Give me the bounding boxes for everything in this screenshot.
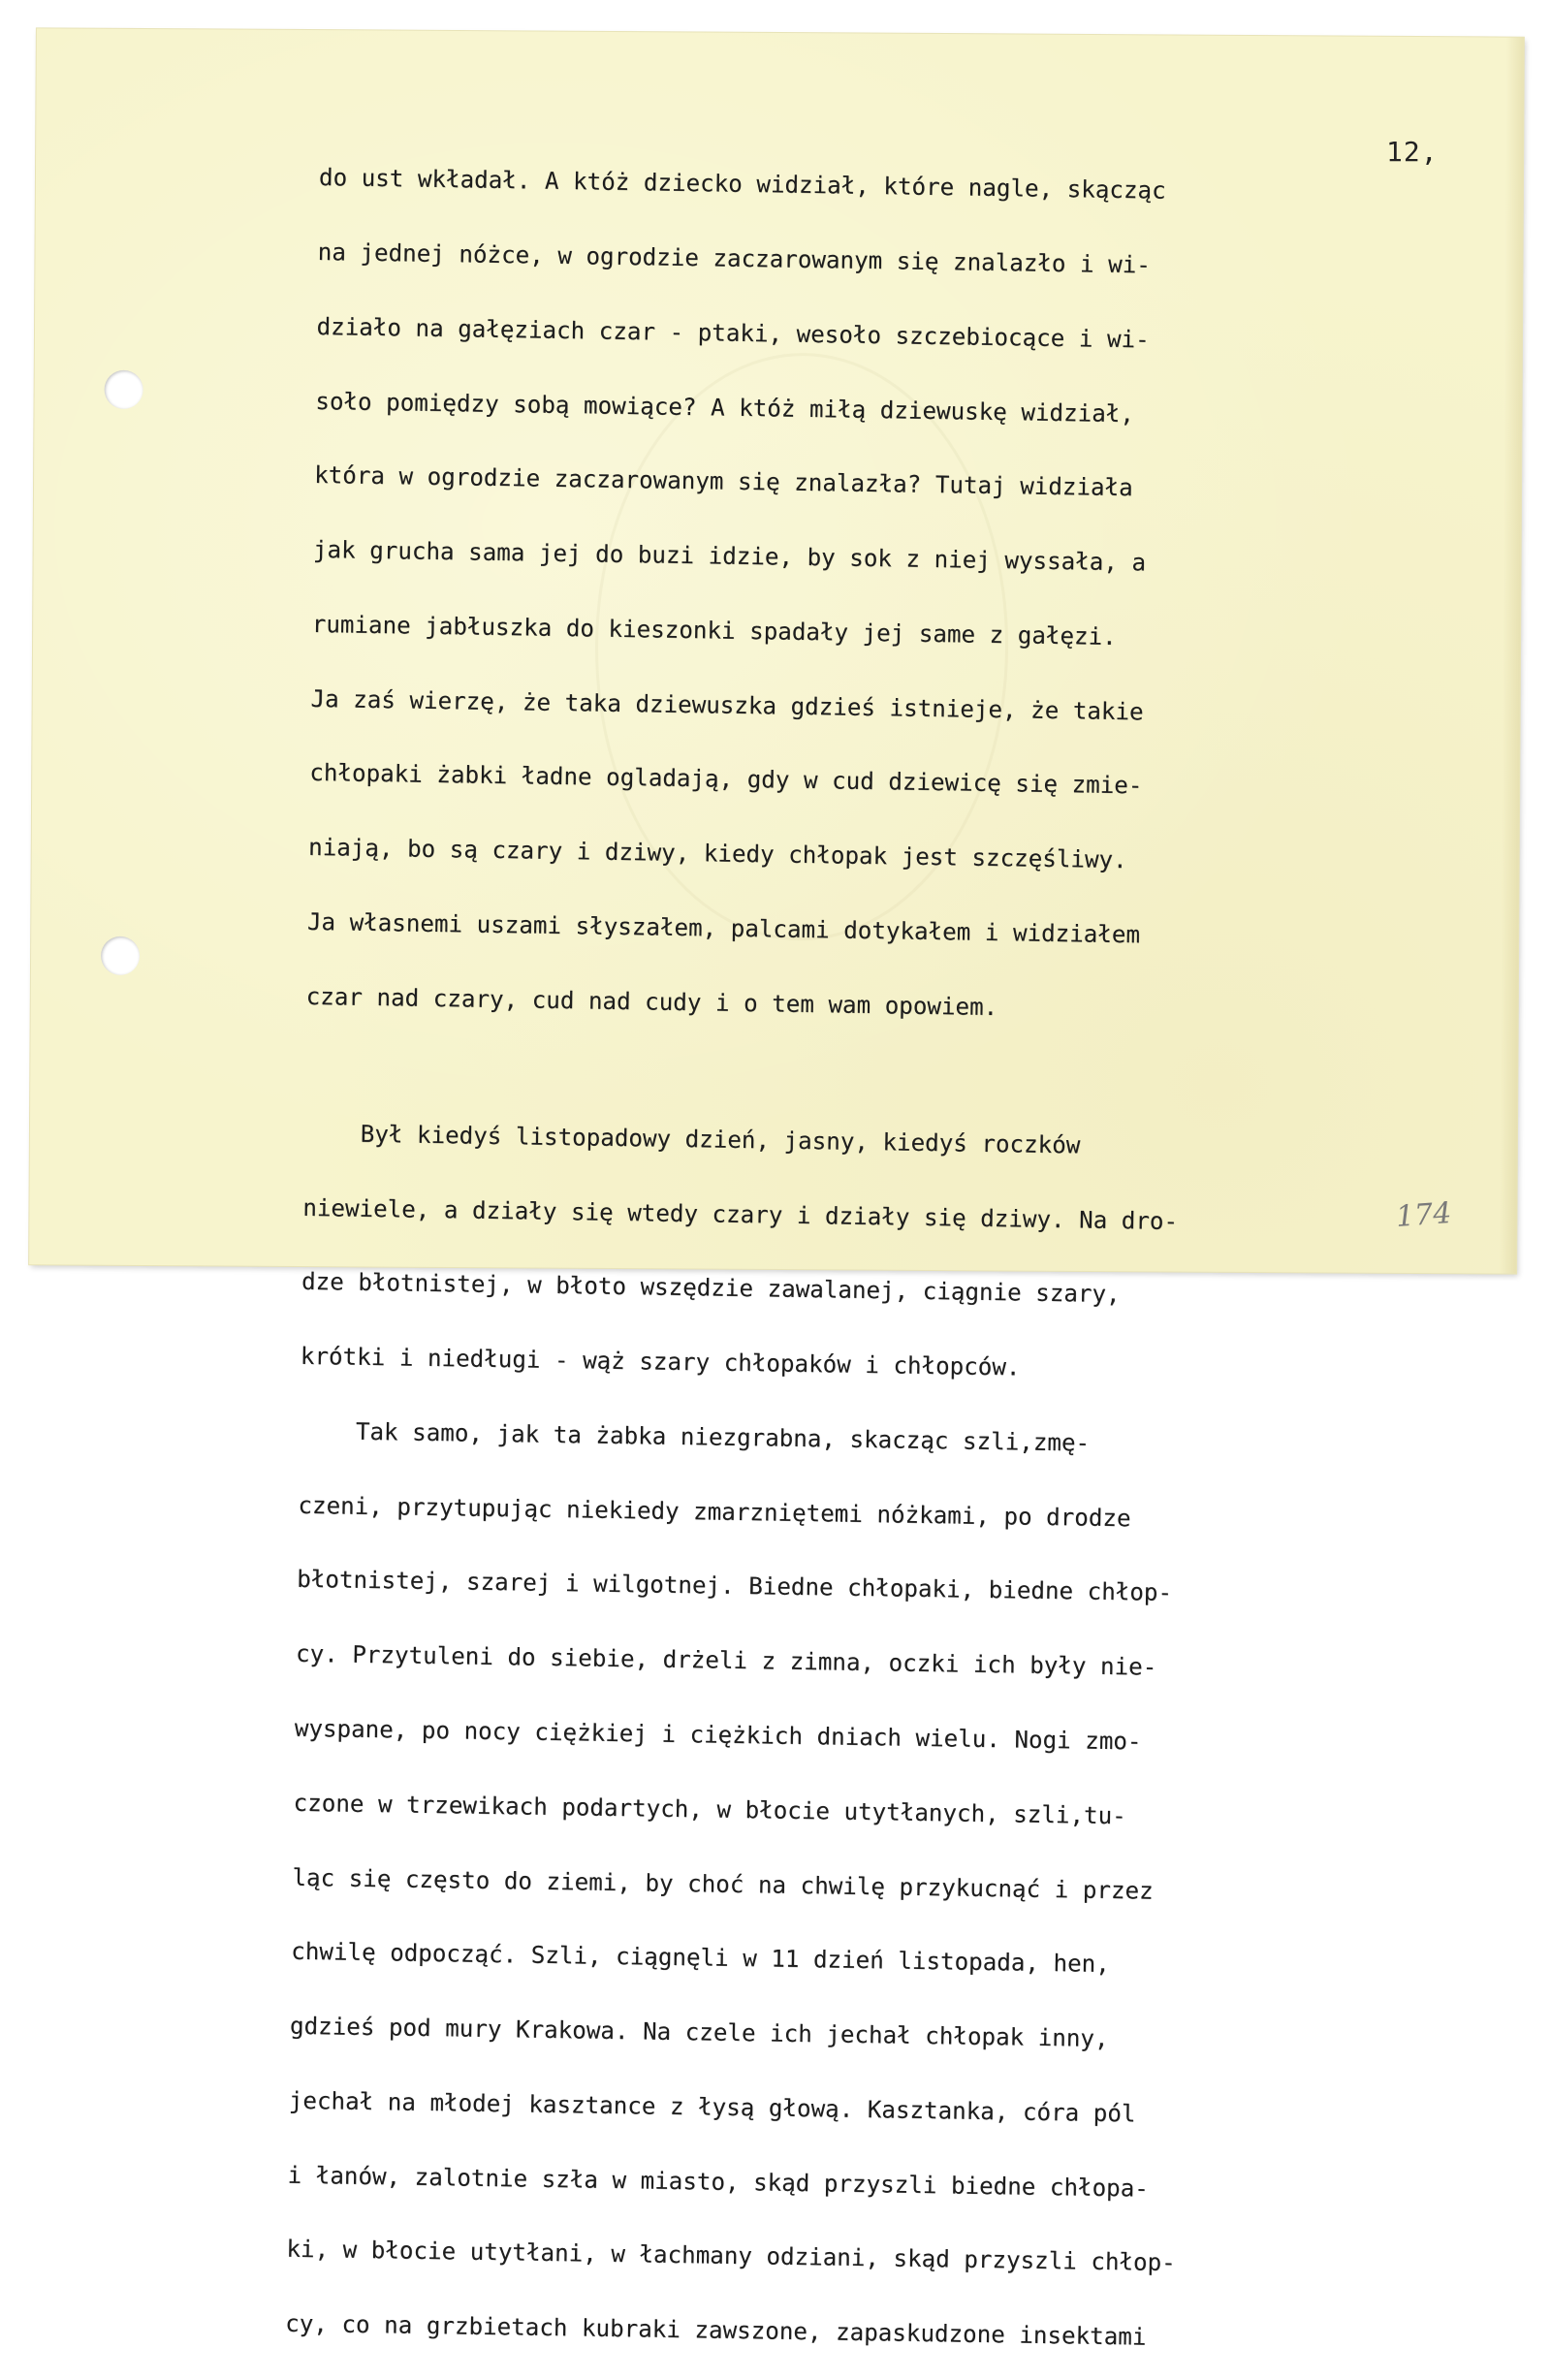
punch-hole-bottom [101, 936, 140, 975]
text-line: jechał na młodej kasztance z łysą głową. Kasztanka, córa pól [288, 2086, 1136, 2128]
text-line: cy, co na grzbietach kubraki zawszone, zapaskudzone insektami [285, 2309, 1147, 2351]
text-line: wyspane, po nocy ciężkiej i ciężkich dniach wielu. Nogi zmo- [294, 1714, 1142, 1756]
paragraph-gap [305, 1059, 1469, 1090]
text-line: działo na gałęziach czar - ptaki, wesoło szczebiocące i wi- [316, 312, 1150, 354]
text-line: czar nad czary, cud nad cudy i o tem wam opowiem. [305, 982, 998, 1021]
text-line: ki, w błocie utytłani, w łachmany odziani, skąd przyszli chłop- [286, 2236, 1176, 2277]
text-line: gdzieś pod mury Krakowa. Na czele ich jechał chłopak inny, [289, 2012, 1109, 2053]
text-line: rumiane jabłuszka do kieszonki spadały jej same z gałęzi. [311, 610, 1117, 651]
text-line: Był kiedyś listopadowy dzień, jasny, kiedyś roczków [303, 1119, 1081, 1159]
text-line: jak grucha sama jej do buzi idzie, by sok z niej wyssała, a [312, 536, 1147, 577]
text-line: błotnistej, szarej i wilgotnej. Biedne chłopaki, biedne chłop- [297, 1566, 1173, 1607]
text-line: do ust wkładał. A któż dziecko widział, które nagle, skącząc [318, 164, 1166, 205]
punch-hole-top [105, 370, 143, 409]
page-edge-shadow [1499, 38, 1524, 1274]
text-line: chłopaki żabki ładne ogladają, gdy w cud dziewicę się zmie- [309, 759, 1143, 800]
text-line: Ja własnemi uszami słyszałem, palcami dotykałem i widziałem [306, 907, 1141, 949]
text-line: cy. Przytuleni do siebie, drżeli z zimna, oczki ich były nie- [295, 1640, 1157, 1681]
text-line: niewiele, a działy się wtedy czary i działy się dziwy. Na dro- [302, 1193, 1179, 1235]
text-line: i łanów, zalotnie szła w miasto, skąd przyszli biedne chłopa- [287, 2161, 1150, 2203]
text-line: niają, bo są czary i dziwy, kiedy chłopak jest szczęśliwy. [307, 834, 1127, 874]
archive-page-number: 174 [1394, 1196, 1453, 1234]
text-line: Ja zaś wierzę, że taka dziewuszka gdzieś istnieje, że takie [310, 684, 1144, 726]
text-line: na jednej nóżce, w ogrodzie zaczarowanym się znalazło i wi- [317, 238, 1152, 279]
text-line: krótki i niedługi - wąż szary chłopaków i chłopców. [300, 1342, 1021, 1381]
page-number: 12, [1386, 136, 1439, 168]
text-line: soło pomiędzy sobą mowiące? A któż miłą dziewuskę widział, [315, 387, 1135, 428]
text-line: czeni, przytupując niekiedy zmarzniętemi nóżkami, po drodze [298, 1491, 1131, 1532]
text-line: chwilę odpocząć. Szli, ciągnęli w 11 dzień listopada, hen, [291, 1938, 1110, 1979]
typed-text-body [285, 116, 1483, 2380]
text-line: Tak samo, jak ta żabka niezgrabna, skacząc szli,zmę- [299, 1416, 1091, 1457]
text-line: dze błotnistej, w błoto wszędzie zawalanej, ciągnie szary, [301, 1268, 1121, 1309]
text-line: czone w trzewikach podartych, w błocie utytłanych, szli,tu- [293, 1789, 1126, 1830]
text-line: która w ogrodzie zaczarowanym się znalazła? Tutaj widziała [313, 461, 1133, 502]
text-line: ląc się często do ziemi, by choć na chwilę przykucnąć i przez [292, 1863, 1154, 1905]
